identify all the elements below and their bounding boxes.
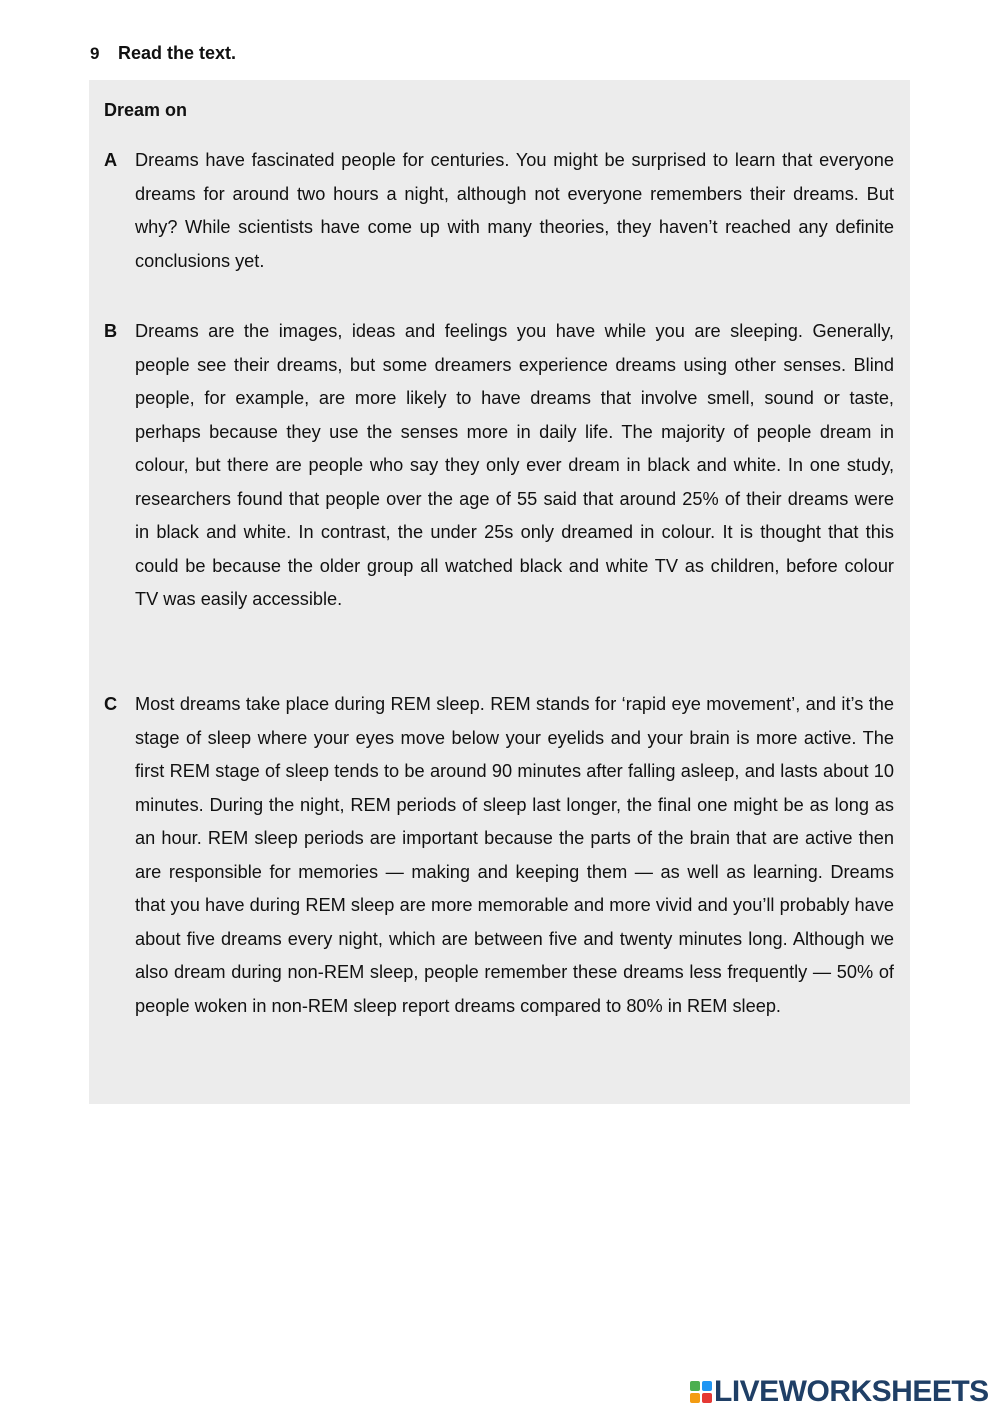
paragraph-letter: C xyxy=(104,694,118,714)
paragraph-letter: A xyxy=(104,150,118,170)
task-instruction: Read the text. xyxy=(118,43,237,63)
paragraph-a xyxy=(104,144,894,278)
task-heading xyxy=(90,43,236,64)
logo-tile-1 xyxy=(690,1381,700,1391)
paragraph-b xyxy=(104,315,894,617)
liveworksheets-logo xyxy=(690,1375,989,1409)
paragraph-c xyxy=(104,688,894,1023)
liveworksheets-logo-icon xyxy=(690,1381,712,1403)
logo-tile-4 xyxy=(702,1393,712,1403)
task-number: 9 xyxy=(90,44,100,63)
reading-text-box xyxy=(89,80,910,1104)
logo-tile-2 xyxy=(702,1381,712,1391)
logo-tile-3 xyxy=(690,1393,700,1403)
article-title: Dream on xyxy=(104,100,188,120)
liveworksheets-wordmark: LIVEWORKSHEETS xyxy=(714,1375,989,1408)
paragraph-text: Dreams are the images, ideas and feelings you have while you are sleeping. Generally, people see their dreams, but some dreamers experience dreams using other senses. Blind people, for example, are more likely to have dreams that involve smell, sound or taste, perhaps because they use the senses more in daily life. The majority of people dream in colour, but there are people who say they only ever dream in black and white. In one study, researchers found that people over the age of 55 said that around 25% of their dreams were in black and white. In contrast, the under 25s only dreamed in colour. It is thought that this could be because the older group all watched black and white TV as children, before colour TV was easily accessible. xyxy=(135,321,894,609)
paragraph-letter: B xyxy=(104,321,118,341)
paragraph-text: Dreams have fascinated people for centuries. You might be surprised to learn that everyone dreams for around two hours a night, although not everyone remembers their dreams. But why? While scientists have come up with many theories, they haven’t reached any definite conclusions yet. xyxy=(135,150,894,271)
paragraph-text: Most dreams take place during REM sleep. REM stands for ‘rapid eye movement’, and it’s the stage of sleep where your eyes move below your eyelids and your brain is more active. The first REM stage of sleep tends to be around 90 minutes after falling asleep, and lasts about 10 minutes. During the night, REM periods of sleep last longer, the final one might be as long as an hour. REM sleep periods are important because the parts of the brain that are active then are responsible for memories — making and keeping them — as well as learning. Dreams that you have during REM sleep are more memorable and more vivid and you’ll probably have about five dreams every night, which are between five and twenty minutes long. Although we also dream during non-REM sleep, people remember these dreams less frequently — 50% of people woken in non-REM sleep report dreams compared to 80% in REM sleep. xyxy=(135,694,894,1016)
